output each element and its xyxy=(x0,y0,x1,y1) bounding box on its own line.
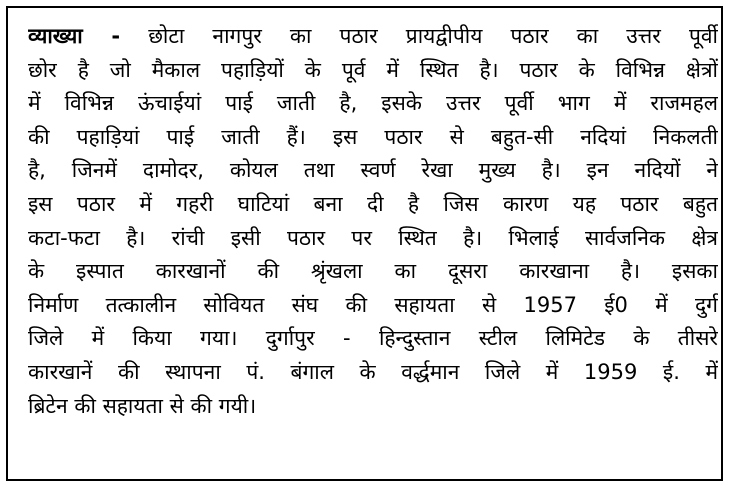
passage-line-9: निर्माण तत्कालीन सोवियत संघ की सहायता से 1957 ई0 में दुर्ग xyxy=(28,292,718,317)
passage-line-3: में विभिन्न ऊंचाईयां पाई जाती है, इसके उत्तर पूर्वी भाग में राजमहल xyxy=(28,91,718,116)
passage-line-5: है, जिनमें दामोदर, कोयल तथा स्वर्ण रेखा मुख्य है। इन नदियों ने xyxy=(28,158,718,183)
passage-line-7: कटा-फटा है। रांची इसी पठार पर स्थित है। भिलाई सार्वजनिक क्षेत्र xyxy=(28,225,718,250)
passage-line-2: छोर है जो मैकाल पहाड़ियों के पूर्व में स्थित है। पठार के विभिन्न क्षेत्रों xyxy=(28,57,718,82)
passage-line-1-text: छोटा नागपुर का पठार प्रायद्वीपीय पठार का उत्तर पूर्वी xyxy=(148,24,718,48)
passage-line-1 xyxy=(28,20,718,54)
passage-line-4: की पहाड़ियां पाई जाती हैं। इस पठार से बहुत-सी नदियां निकलती xyxy=(28,124,718,149)
passage-line-10: जिले में किया गया। दुर्गापुर - हिन्दुस्तान स्टील लिमिटेड के तीसरे xyxy=(28,326,718,351)
passage-line-11: कारखानें की स्थापना पं. बंगाल के वर्द्धमान जिले में 1959 ई. में xyxy=(28,359,718,384)
passage-text xyxy=(28,20,718,423)
passage-heading: व्याख्या - xyxy=(28,24,121,48)
passage-line-6: इस पठार में गहरी घाटियां बना दी है जिस कारण यह पठार बहुत xyxy=(28,191,718,216)
passage-line-8: के इस्पात कारखानों की श्रृंखला का दूसरा कारखाना है। इसका xyxy=(28,259,718,284)
passage-box xyxy=(6,6,723,481)
passage-line-12: ब्रिटेन की सहायता से की गयी। xyxy=(28,393,257,418)
